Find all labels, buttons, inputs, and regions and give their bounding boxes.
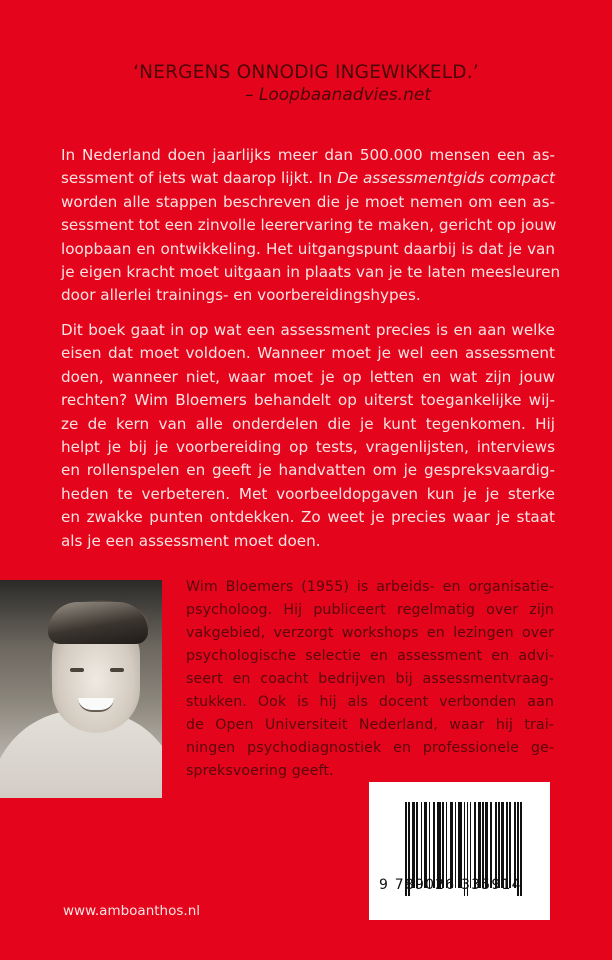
text-line: Dit boek gaat in op wat een assessment precies is en aan welke <box>61 321 555 339</box>
text-segment: sessment of iets wat daarop lijkt. In <box>61 169 338 188</box>
text-line: de Open Universiteit Nederland, waar hij trai- <box>186 717 554 733</box>
text-line: psycholoog. Hij publiceert regelmatig over zijn <box>186 602 554 618</box>
text-line: worden alle stappen beschreven die je moet nemen om een as- <box>61 192 555 211</box>
text-line: rechten? Wim Bloemers behandelt op uiterst toegankelijke wij- <box>61 391 555 410</box>
text-line: als je een assessment moet doen. <box>61 531 321 550</box>
text-line <box>61 167 555 190</box>
text-line: ze de kern van alle onderdelen die je kunt tegenkomen. Hij <box>61 414 555 433</box>
book-title: De assessmentgids compact <box>337 169 555 188</box>
text-line: en zwakke punten ontdekken. Zo weet je precies waar je staat <box>61 508 555 527</box>
text-line: ningen psychodiagnostiek en professionele ge- <box>186 740 554 756</box>
publisher-website: www.amboanthos.nl <box>63 903 200 919</box>
text-line: vakgebied, verzorgt workshops en lezingen over <box>186 625 554 641</box>
photo-eye <box>70 668 84 672</box>
text-line: helpt je bij je voorbereiding op tests, vragenlijsten, interviews <box>61 437 555 456</box>
text-line: Wim Bloemers (1955) is arbeids- en organisatie- <box>186 579 554 595</box>
review-quote <box>0 62 612 105</box>
photo-eye <box>110 668 124 672</box>
quote-source: – Loopbaanadvies.net <box>245 85 431 105</box>
description-paragraph-2 <box>61 319 555 553</box>
author-photo <box>0 580 162 798</box>
text-line: In Nederland doen jaarlijks meer dan 500.000 mensen een as- <box>61 146 555 164</box>
text-line: doen, wanneer niet, waar moet je op letten en wat zijn jouw <box>61 367 555 386</box>
text-line: heden te verbeteren. Met voorbeeldopgaven kun je je sterke <box>61 484 555 503</box>
text-line: en rollenspelen en geeft je handvatten om je gespreksvaardig- <box>61 461 555 480</box>
text-line: door allerlei trainings- en voorbereidingshypes. <box>61 286 421 305</box>
text-line: seert en coacht bedrijven bij assessmentvraag- <box>186 671 554 687</box>
text-line: spreksvoering geeft. <box>186 763 334 779</box>
isbn-number: 9 789026 335914 <box>379 877 522 893</box>
quote-text: ‘NERGENS ONNODIG INGEWIKKELD.’ <box>133 62 479 83</box>
text-line: sessment tot een zinvolle leerervaring te maken, gericht op jouw <box>61 216 557 235</box>
photo-hair <box>48 602 148 644</box>
author-bio <box>186 576 554 783</box>
text-line: psychologische selectie en assessment en advi- <box>186 648 554 664</box>
text-line: loopbaan en ontwikkeling. Het uitgangspunt daarbij is dat je van <box>61 239 555 258</box>
text-line: eisen dat moet voldoen. Wanneer moet je wel een assessment <box>61 344 555 363</box>
isbn-barcode <box>369 782 550 920</box>
text-line: je eigen kracht moet uitgaan in plaats van je te laten meesleuren <box>61 262 561 281</box>
text-line: stukken. Ook is hij als docent verbonden aan <box>186 694 554 710</box>
description-paragraph-1 <box>61 144 561 308</box>
